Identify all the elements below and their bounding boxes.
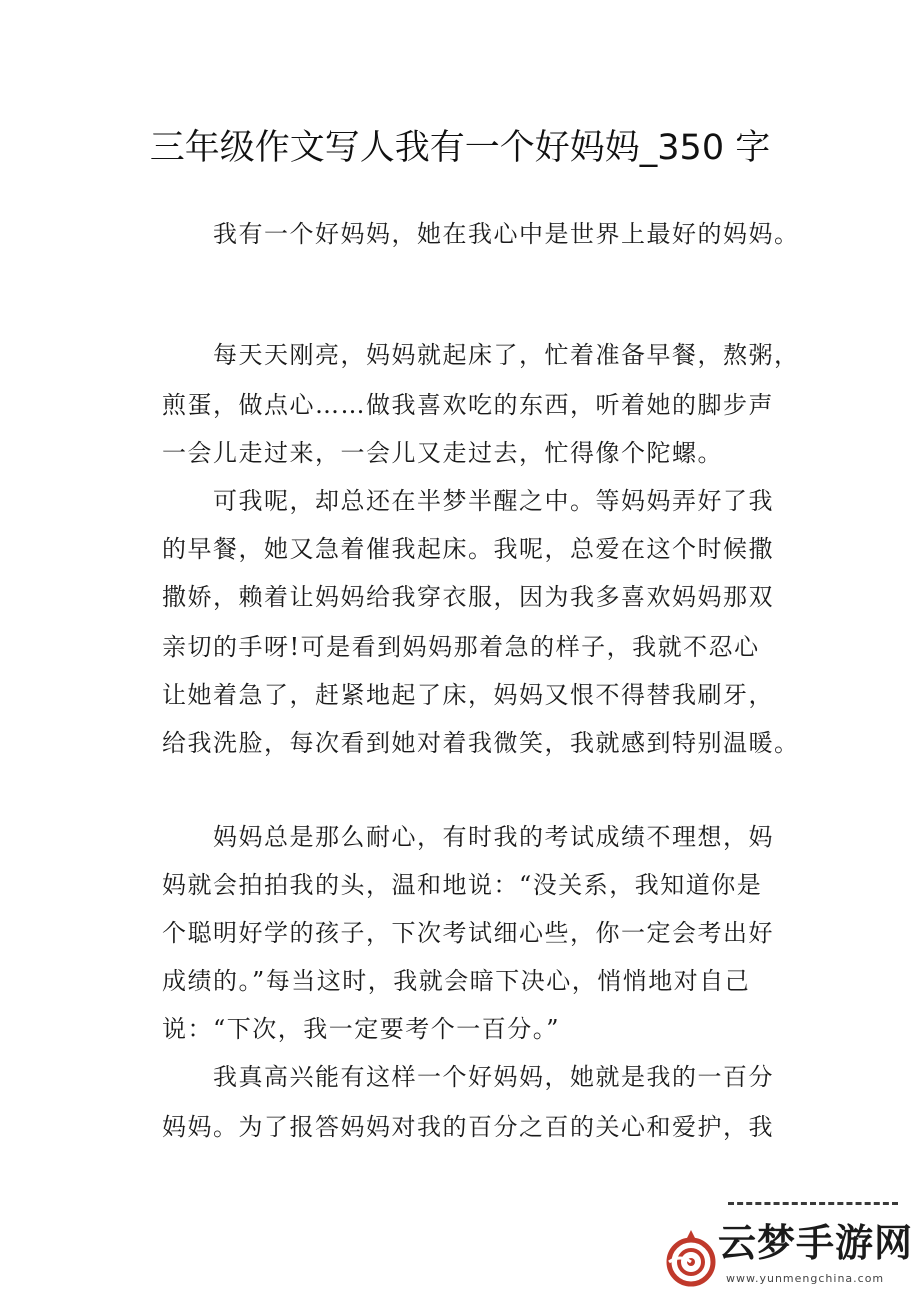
watermark bbox=[660, 1202, 914, 1294]
text-line: 妈妈。为了报答妈妈对我的百分之百的关心和爱护，我 bbox=[162, 1113, 774, 1141]
text-line: 我真高兴能有这样一个好妈妈，她就是我的一百分 bbox=[162, 1063, 774, 1091]
text-line: 撒娇，赖着让妈妈给我穿衣服，因为我多喜欢妈妈那双 bbox=[162, 583, 774, 611]
text-line: 给我洗脸，每次看到她对着我微笑，我就感到特别温暖。 bbox=[162, 729, 800, 757]
watermark-url: www.yunmengchina.com bbox=[726, 1272, 885, 1285]
cloud-swirl-icon bbox=[660, 1226, 722, 1288]
text-line: 说：“下次，我一定要考个一百分。” bbox=[162, 1015, 561, 1043]
watermark-divider bbox=[728, 1202, 898, 1211]
text-line: 个聪明好学的孩子，下次考试细心些，你一定会考出好 bbox=[162, 919, 774, 947]
text-line: 一会儿走过来，一会儿又走过去，忙得像个陀螺。 bbox=[162, 439, 723, 467]
text-line: 可我呢，却总还在半梦半醒之中。等妈妈弄好了我 bbox=[162, 487, 774, 515]
text-line: 煎蛋，做点心……做我喜欢吃的东西，听着她的脚步声 bbox=[162, 391, 774, 419]
text-line: 我有一个好妈妈，她在我心中是世界上最好的妈妈。 bbox=[162, 220, 800, 248]
text-line: 亲切的手呀!可是看到妈妈那着急的样子，我就不忍心 bbox=[162, 633, 760, 661]
text-line: 妈就会拍拍我的头，温和地说：“没关系，我知道你是 bbox=[162, 871, 763, 899]
watermark-brand: 云梦手游网 bbox=[718, 1221, 914, 1265]
text-line: 成绩的。”每当这时，我就会暗下决心，悄悄地对自己 bbox=[162, 967, 751, 995]
text-line: 的早餐，她又急着催我起床。我呢，总爱在这个时候撒 bbox=[162, 535, 774, 563]
text-line: 每天天刚亮，妈妈就起床了，忙着准备早餐，熬粥， bbox=[162, 341, 800, 369]
text-line: 让她着急了，赶紧地起了床，妈妈又恨不得替我刷牙， bbox=[162, 681, 774, 709]
text-line: 妈妈总是那么耐心，有时我的考试成绩不理想，妈 bbox=[162, 823, 774, 851]
document-title: 三年级作文写人我有一个好妈妈_350 字 bbox=[149, 128, 771, 168]
